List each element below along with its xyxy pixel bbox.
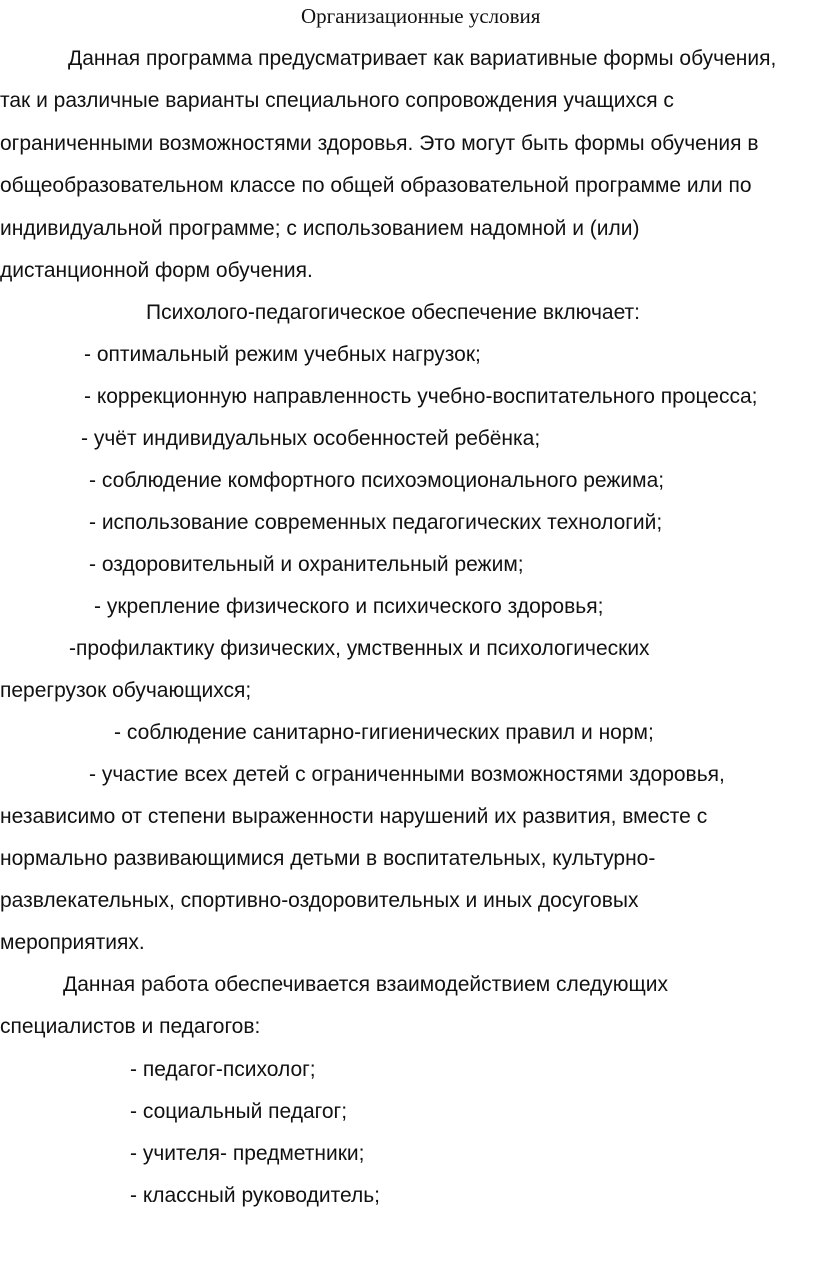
paragraph-line: так и различные варианты специального сопровождения учащихся с: [0, 89, 674, 112]
specialists-intro-line: специалистов и педагогов:: [0, 1015, 261, 1038]
list-item: мероприятиях.: [0, 931, 145, 954]
list-item: -профилактику физических, умственных и психологических: [69, 637, 650, 660]
support-heading: Психолого-педагогическое обеспечение включает:: [146, 301, 641, 324]
list-item: - оздоровительный и охранительный режим;: [89, 553, 524, 576]
list-item: - участие всех детей с ограниченными возможностями здоровья,: [89, 763, 725, 786]
list-item: независимо от степени выраженности нарушений их развития, вместе с: [0, 805, 708, 828]
list-item: - соблюдение санитарно-гигиенических правил и норм;: [114, 721, 654, 744]
paragraph-line: Данная программа предусматривает как вариативные формы обучения,: [68, 47, 777, 70]
specialists-intro-line: Данная работа обеспечивается взаимодействием следующих: [63, 973, 669, 996]
list-item: - коррекционную направленность учебно-воспитательного процесса;: [84, 385, 758, 408]
document-title: Организационные условия: [301, 4, 541, 28]
paragraph-line: ограниченными возможностями здоровья. Это могут быть формы обучения в: [0, 132, 759, 155]
list-item: - использование современных педагогических технологий;: [89, 511, 663, 534]
list-item: - учёт индивидуальных особенностей ребёнка;: [81, 427, 541, 450]
specialist-item: - классный руководитель;: [130, 1184, 381, 1207]
list-item: перегрузок обучающихся;: [0, 679, 252, 702]
list-item: - соблюдение комфортного психоэмоционального режима;: [89, 469, 665, 492]
paragraph-line: индивидуальной программе; с использованием надомной и (или): [0, 217, 640, 240]
list-item: - укрепление физического и психического здоровья;: [94, 595, 604, 618]
list-item: развлекательных, спортивно-оздоровительных и иных досуговых: [0, 889, 639, 912]
specialist-item: - социальный педагог;: [130, 1100, 348, 1123]
specialist-item: - учителя- предметники;: [130, 1142, 365, 1165]
paragraph-line: дистанционной форм обучения.: [0, 259, 313, 282]
list-item: нормально развивающимися детьми в воспитательных, культурно-: [0, 847, 656, 870]
paragraph-line: общеобразовательном классе по общей образовательной программе или по: [0, 174, 752, 197]
list-item: - оптимальный режим учебных нагрузок;: [84, 343, 481, 366]
specialist-item: - педагог-психолог;: [130, 1058, 316, 1081]
